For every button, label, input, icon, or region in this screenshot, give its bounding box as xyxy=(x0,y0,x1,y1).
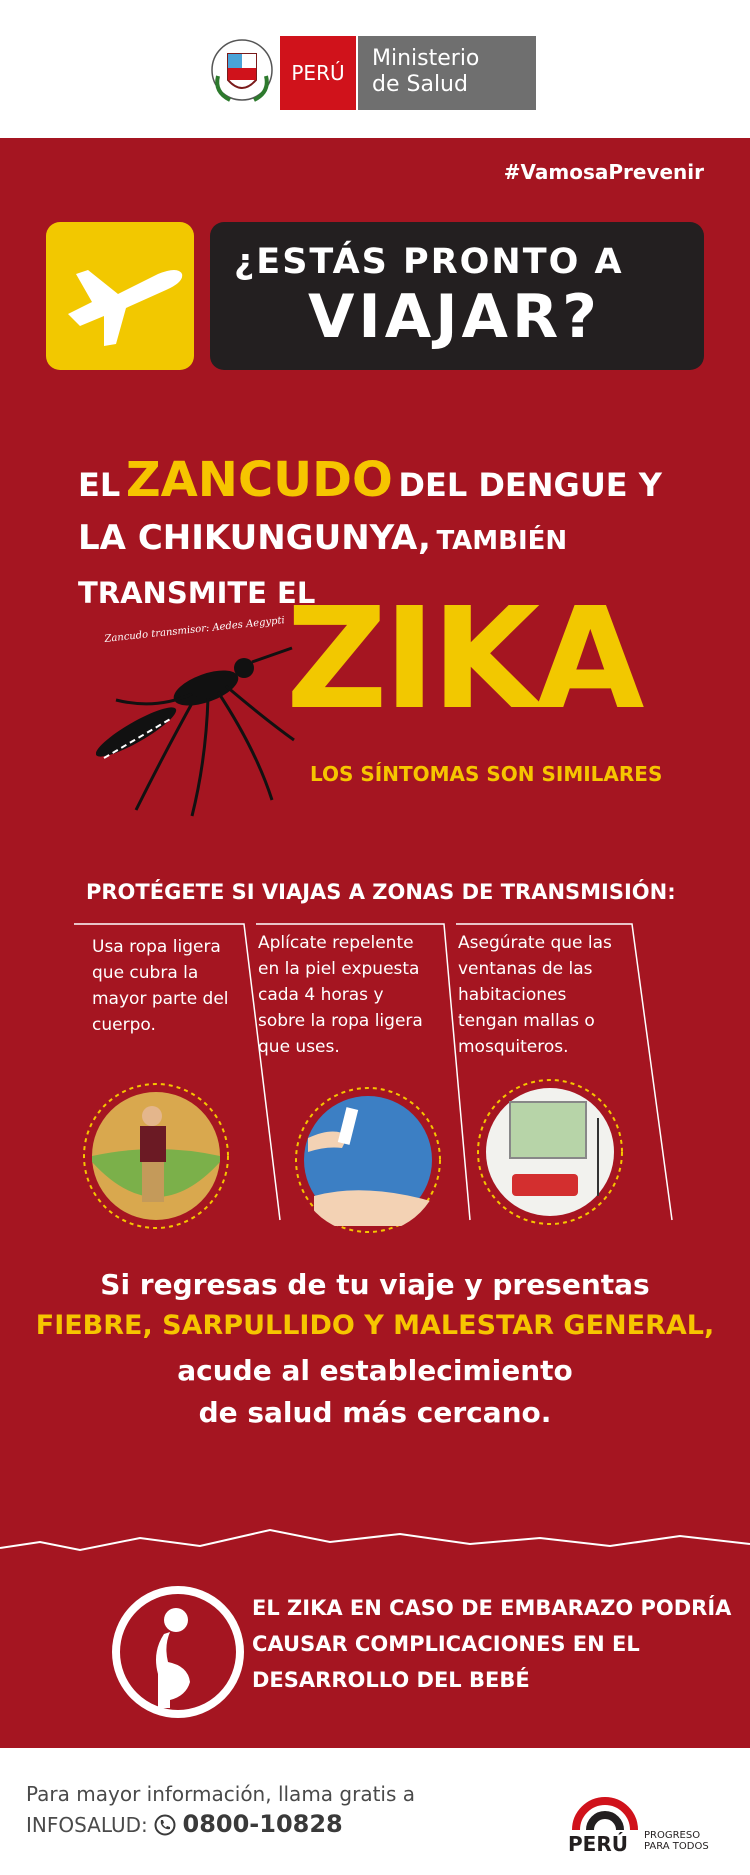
peru-tagline-line1: PROGRESO xyxy=(644,1830,701,1841)
tip-clothing: Usa ropa ligera que cubra la mayor parte del cuerpo. xyxy=(92,937,229,1035)
mosquito-icon xyxy=(96,640,296,820)
infosalud-label: INFOSALUD: xyxy=(26,1813,148,1837)
headline-line3: TRANSMITE EL xyxy=(78,576,316,610)
window-illustration xyxy=(476,1078,624,1226)
pregnancy-line3: DESARROLLO DEL BEBÉ xyxy=(252,1668,530,1692)
ministry-line2: de Salud xyxy=(372,72,468,97)
headline-tambien: TAMBIÉN xyxy=(436,526,568,556)
headline-el: EL xyxy=(78,466,121,504)
peru-logo-tagline xyxy=(644,1830,709,1852)
symptoms-note: LOS SÍNTOMAS SON SIMILARES xyxy=(310,762,663,786)
clothing-illustration xyxy=(82,1082,230,1230)
question-line2: VIAJAR? xyxy=(308,282,601,352)
question-box xyxy=(210,222,704,370)
repellent-illustration xyxy=(294,1086,442,1234)
pregnancy-line2: CAUSAR COMPLICACIONES EN EL xyxy=(252,1632,640,1656)
tip-windows: Asegúrate que las ventanas de las habitaciones tengan mallas o mosquiteros. xyxy=(458,933,612,1057)
peru-brand-label: PERÚ xyxy=(280,36,356,110)
pregnancy-line1: EL ZIKA EN CASO DE EMBARAZO PODRÍA xyxy=(252,1596,732,1620)
headline-line1 xyxy=(78,452,662,508)
return-line4: de salud más cercano. xyxy=(198,1396,552,1429)
ministry-name xyxy=(356,36,536,110)
phone-icon xyxy=(154,1814,176,1836)
mosquito-caption: Zancudo transmisor: Aedes Aegypti xyxy=(104,615,286,645)
question-line1: ¿ESTÁS PRONTO A xyxy=(234,242,624,282)
peru-logo-word: PERÚ xyxy=(568,1832,628,1856)
infosalud-phone[interactable]: 0800-10828 xyxy=(182,1810,343,1838)
airplane-badge xyxy=(46,222,194,370)
headline-zancudo: ZANCUDO xyxy=(125,452,393,508)
hashtag: #VamosaPrevenir xyxy=(503,160,704,184)
header xyxy=(0,0,750,138)
pregnant-woman-icon xyxy=(108,1582,248,1722)
return-symptoms: FIEBRE, SARPULLIDO Y MALESTAR GENERAL, xyxy=(35,1310,715,1341)
peru-tagline-line2: PARA TODOS xyxy=(644,1841,709,1852)
headline-line2 xyxy=(78,518,567,558)
headline-chikungunya: LA CHIKUNGUNYA, xyxy=(78,518,431,558)
return-line1: Si regresas de tu viaje y presentas xyxy=(100,1268,650,1301)
peru-logo-arc xyxy=(570,1788,640,1832)
zigzag-divider xyxy=(0,1520,750,1560)
ministry-line1: Ministerio xyxy=(372,46,480,71)
headline-dengue: DEL DENGUE Y xyxy=(398,466,662,504)
info-line2 xyxy=(26,1810,343,1838)
info-line1: Para mayor información, llama gratis a xyxy=(26,1782,416,1806)
zika-title: ZIKA xyxy=(286,578,641,741)
coat-of-arms-icon xyxy=(208,36,276,108)
airplane-icon xyxy=(46,222,194,370)
return-line3: acude al establecimiento xyxy=(177,1354,573,1387)
tip-repellent: Aplícate repelente en la piel expuesta cada 4 horas y sobre la ropa ligera que uses. xyxy=(258,933,423,1057)
protect-title: PROTÉGETE SI VIAJAS A ZONAS DE TRANSMISIÓN: xyxy=(86,880,676,904)
